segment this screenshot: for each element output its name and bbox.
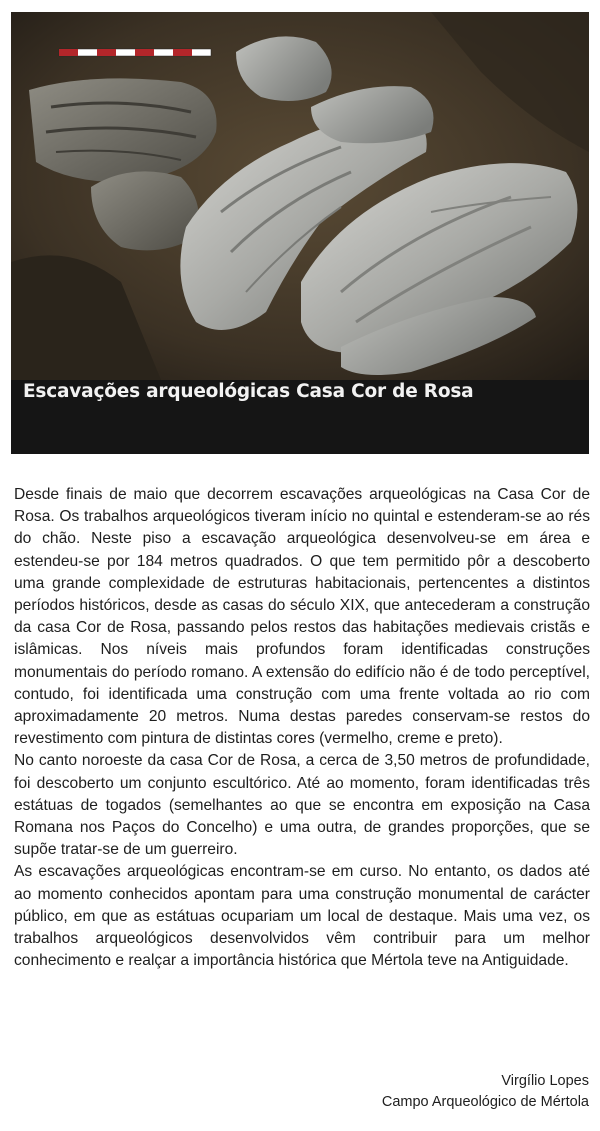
excavation-photo [11, 12, 589, 380]
article-paragraph: As escavações arqueológicas encontram-se em curso. No entanto, os dados até ao momento conhecidos apontam para uma construção monumental de carácter público, em que as estátuas ocupariam um local de destaque. Mais uma vez, os trabalhos arqueológicos desenvolvidos vêm contribuir para um melhor conhecimento e realçar a importância histórica que Mértola teve na Antiguidade. [14, 863, 590, 970]
photo-caption: Escavações arqueológicas Casa Cor de Rosa [23, 381, 474, 402]
article-paragraph: Desde finais de maio que decorrem escavações arqueológicas na Casa Cor de Rosa. Os trabalhos arqueológicos tiveram início no quintal e estenderam-se ao rés do chão. Neste piso a escavação arqueológica desenvolveu-se em área e estendeu-se por 184 metros quadrados. O que tem permitido pôr a descoberto uma grande complexidade de estruturas habitacionais, pertencentes a distintos períodos históricos, desde as casas do século XIX, que antecederam a construção da casa Cor de Rosa, passando pelos restos das habitações medievais cristãs e islâmicas. Nos níveis mais profundos foram identificadas construções monumentais do período romano. A extensão do edifício não é de todo perceptível, contudo, foi identificada uma construção com uma frente voltada ao rio com aproximadamente 20 metros. Numa destas paredes conservam-se restos do revestimento com pintura de distintas cores (vermelho, creme e preto). [14, 486, 590, 748]
excavation-photo-panel [11, 12, 589, 454]
article-body [14, 484, 590, 972]
signature [382, 1071, 589, 1113]
author-name: Virgílio Lopes [501, 1073, 589, 1089]
article-paragraph: No canto noroeste da casa Cor de Rosa, a cerca de 3,50 metros de profundidade, foi descoberto um conjunto escultórico. Até ao momento, foram identificadas três estátuas de togados (semelhantes ao que se encontra em exposição na Casa Romana nos Paços do Concelho) e uma outra, de grandes proporções, que se supõe tratar-se de um guerreiro. [14, 752, 590, 859]
author-affiliation: Campo Arqueológico de Mértola [381, 1094, 589, 1110]
scale-bar [59, 49, 211, 56]
